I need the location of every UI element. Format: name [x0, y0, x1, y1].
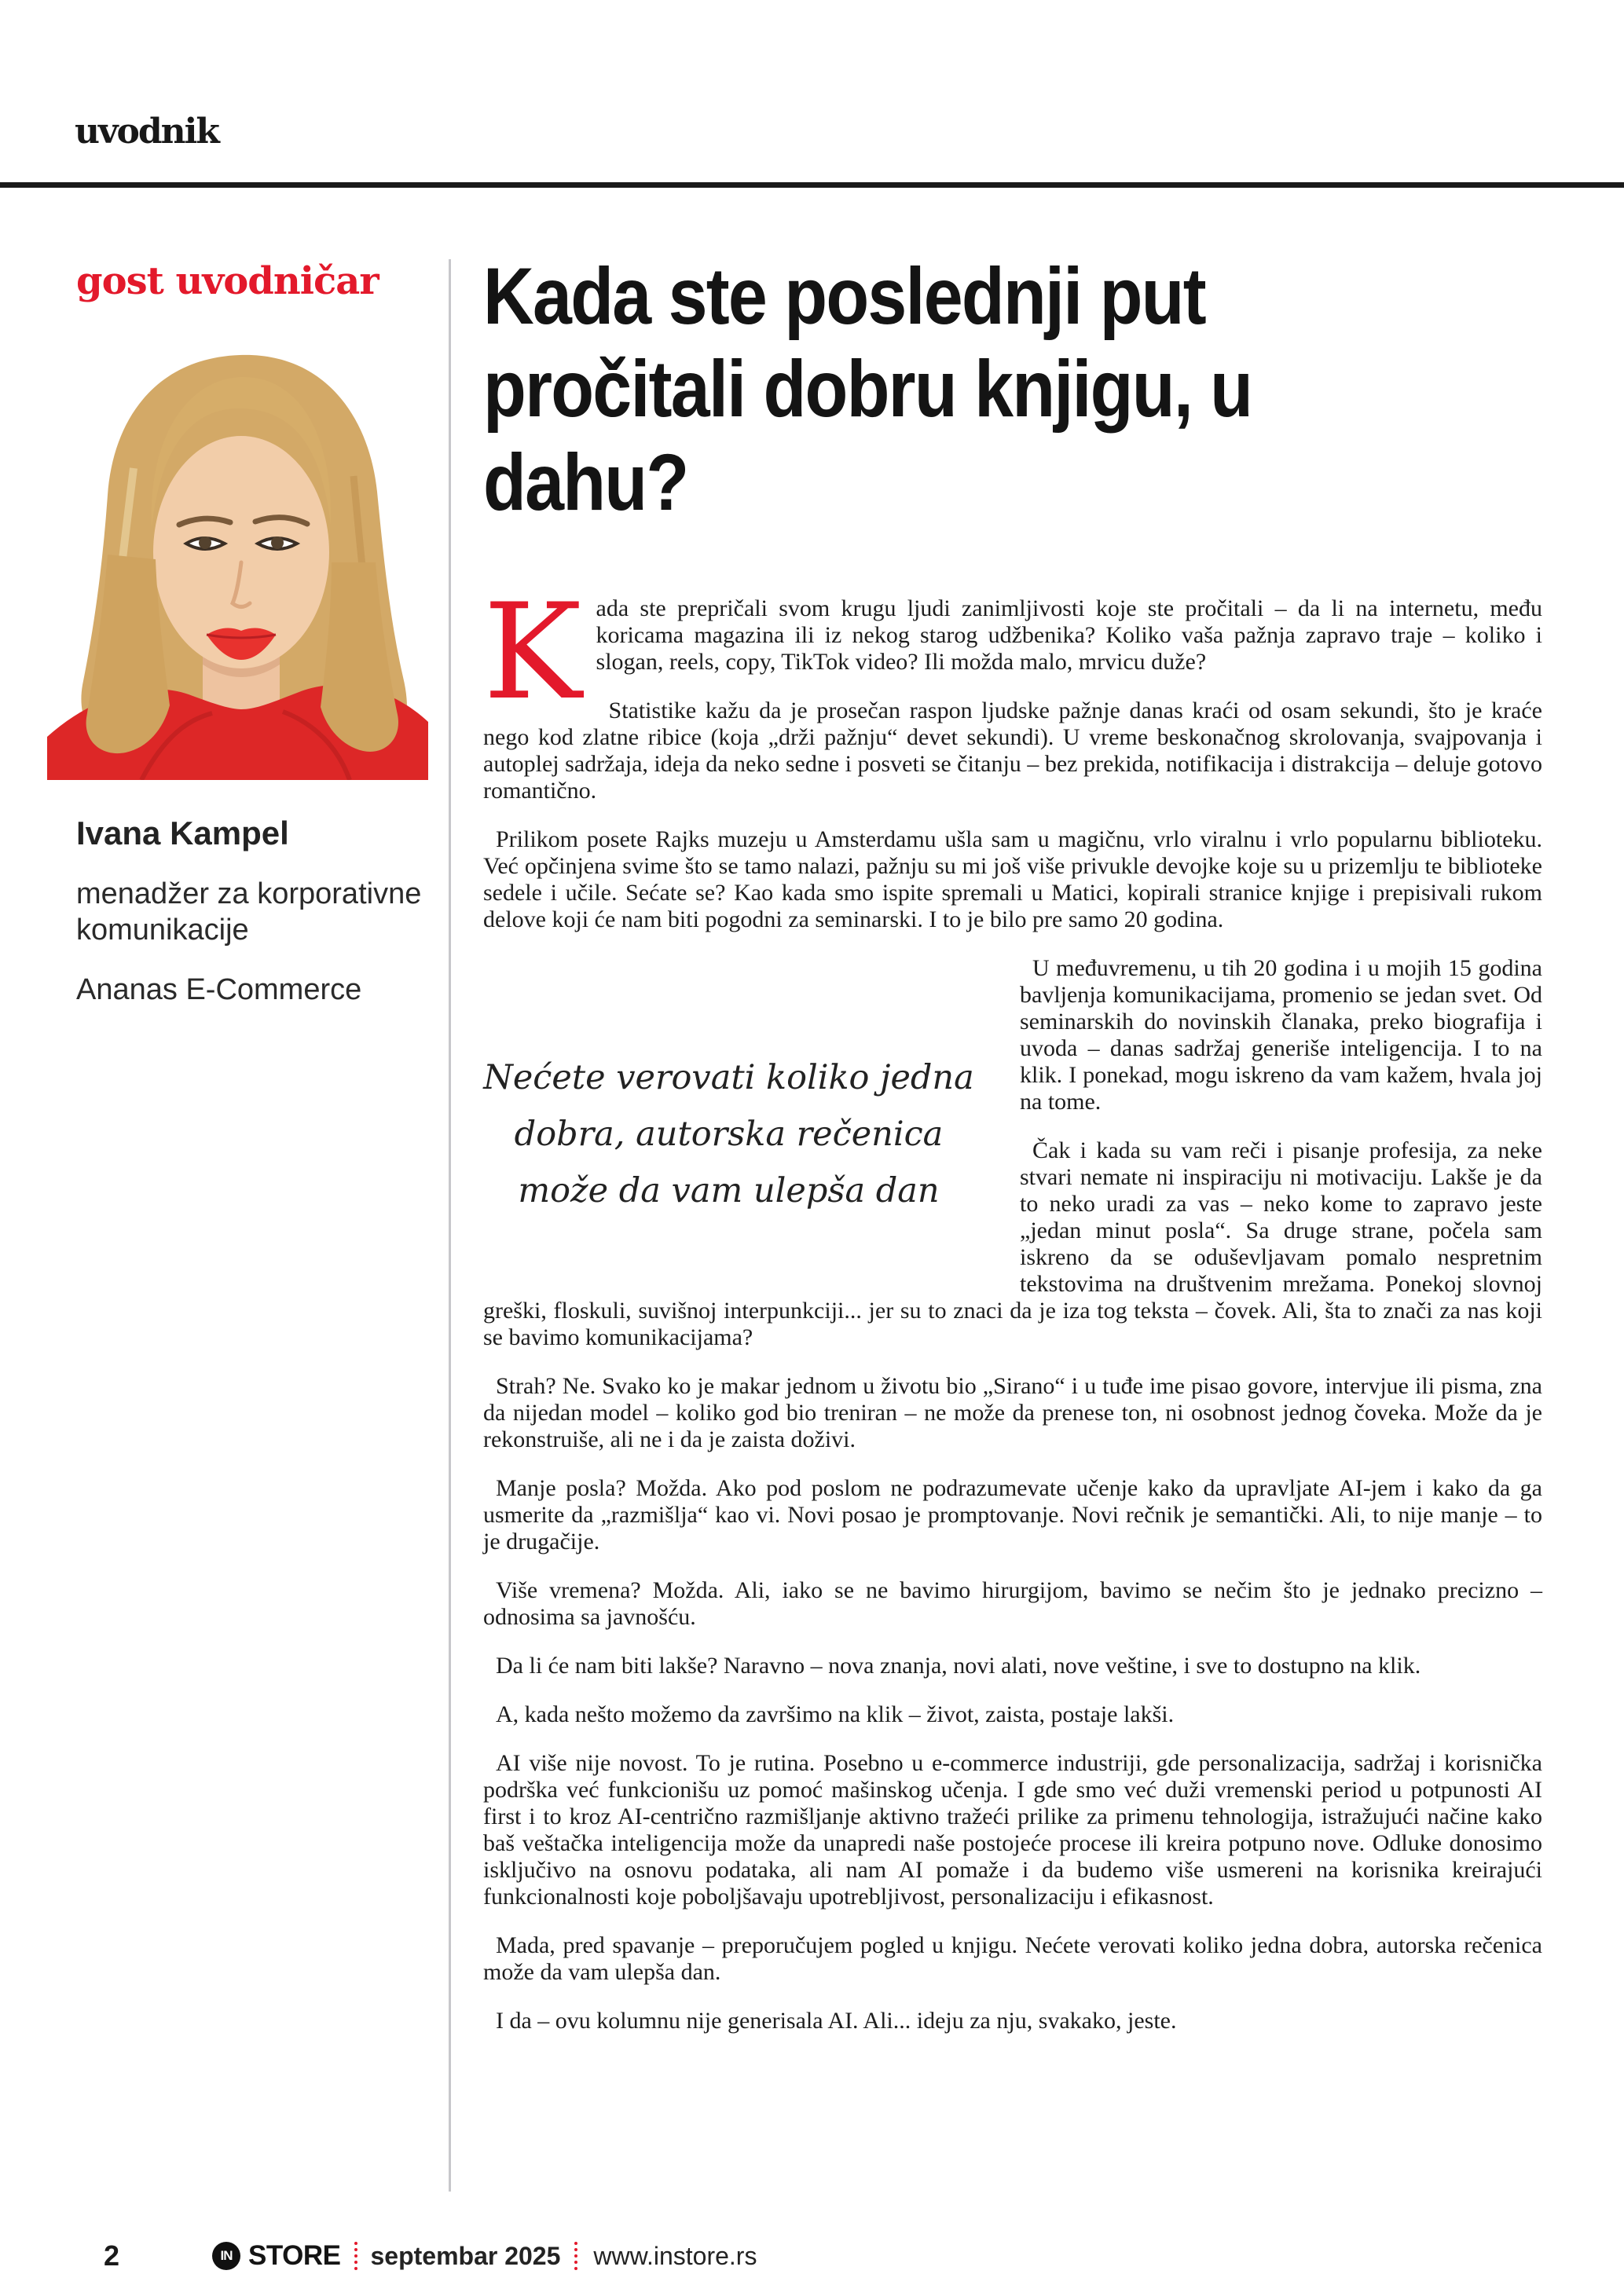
article-body: [483, 574, 1542, 2034]
author-company: Ananas E-Commerce: [76, 973, 362, 1006]
author-role: menadžer za korporativne komunikacije: [76, 877, 422, 947]
section-kicker: uvodnik: [75, 112, 218, 152]
top-rule: [0, 182, 1624, 188]
instore-logo: [212, 2240, 340, 2272]
article-paragraph: Čak i kada su vam reči i pisanje profesija, za neke stvari nemate ni inspiraciju ni motivaciju. Lakše je da to neko uradi za vas – neko kome to zapravo jeste „jedan minut posla“. Sa druge strane, počela sam iskreno da se oduševljavam pomalo nespretnim tekstovima na društvenim mrežama. Ponekoj slovnoj greški, floskuli, suvišnoj interpunkciji... jer su to znaci da je iza tog teksta – čovek. Ali, šta to znači za nas koji se bavimo komunikacijama?: [483, 1137, 1542, 1350]
instore-logo-store: STORE: [248, 2240, 341, 2271]
article-paragraph: Mada, pred spavanje – preporučujem pogled u knjigu. Nećete verovati koliko jedna dobra, autorska rečenica može da vam ulepša dan.: [483, 1932, 1542, 1985]
article-lead-paragraph: [483, 574, 1542, 729]
article: [483, 250, 1542, 2056]
article-paragraph: AI više nije novost. To je rutina. Posebno u e-commerce industriji, gde personalizacija, sadržaj i korisnička podrška već funkcionišu uz pomoć mašinskog učenja. I gde smo već duži vremenski period u potpunosti AI first i to kroz AI-centrično razmišljanje aktivno tražeći prilike za primenu tehnologija, istražujući načine kako baš veštačka inteligencija može da unapredi naše postojeće procese ili kreira potpuno nove. Odluke donosimo isključivo na osnovu podataka, ali nam AI pomaže i da budemo više usmereni na korisnika kreirajući funkcionalnosti koje poboljšavaju upotrebljivost, personalizaciju i efikasnost.: [483, 1749, 1542, 1910]
author-sidebar: [47, 259, 444, 1007]
article-paragraph: Strah? Ne. Svako ko je makar jednom u životu bio „Sirano“ i u tuđe ime pisao govore, intervjue ili pisma, zna da nijedan model – koliko god bio treniran – ne može da prenese ton, ni osobnost jednog čoveka. Može da je rekonstruiše, ali ne i da je zaista doživi.: [483, 1372, 1542, 1452]
issue-date: septembar 2025: [370, 2241, 561, 2270]
instore-logo-in-icon: IN: [212, 2242, 240, 2270]
article-paragraph: Da li će nam biti lakše? Naravno – nova znanja, novi alati, nove veštine, i sve to dostupno na klik.: [496, 1652, 1421, 1679]
author-photo: [47, 327, 428, 780]
pull-quote: Nećete verovati koliko jedna dobra, autorska rečenica može da vam ulepša dan: [483, 1057, 974, 1210]
drop-cap: K: [483, 574, 582, 729]
article-paragraph: I da – ovu kolumnu nije generisala AI. Ali... ideju za nju, svakako, jeste.: [496, 2007, 1177, 2034]
website-url: www.instore.rs: [593, 2241, 757, 2270]
author-name: Ivana Kampel: [76, 815, 289, 851]
lead-text: ada ste prepričali svom krugu ljudi zanimljivosti koje ste pročitali – da li na internetu, među koricama magazina ili iz nekog starog udžbenika? Koliko vaša pažnja zapravo traje – koliko i slogan, reels, copy, TikTok video? Ili možda malo, mrvicu duže?: [596, 595, 1542, 675]
article-paragraph: Manje posla? Možda. Ako pod poslom ne podrazumevate učenje kako da upravljate AI-jem i kako da ga usmerite da „razmišlja“ kao vi. Novi posao je promptovanje. Novi rečnik je semantički. Ali, to nije manje – to je drugačije.: [483, 1474, 1542, 1554]
dotted-separator: [354, 2242, 357, 2270]
article-title: Kada ste poslednji put pročitali dobru knjigu, u dahu?: [483, 251, 1252, 527]
column-divider: [449, 259, 451, 2192]
article-paragraph: A, kada nešto možemo da završimo na klik – život, zaista, postaje lakši.: [496, 1701, 1175, 1727]
guest-editor-label: gost uvodničar: [76, 259, 379, 303]
page-footer: [104, 2239, 757, 2273]
article-paragraph: Prilikom posete Rajks muzeju u Amsterdamu ušla sam u magičnu, vrlo viralnu i vrlo popularnu biblioteku. Već opčinjena svime što se tamo nalazi, pažnju su mi još više privukle devojke koje su u prizemlju te biblioteke sedele i učile. Sećate se? Kao kada smo ispite spremali u Matici, kopirali stranice knjige i prepisivali rukom delove koji će nam biti pogodni za seminarski. I to je bilo pre samo 20 godina.: [483, 826, 1542, 932]
article-paragraph: Statistike kažu da je prosečan raspon ljudske pažnje danas kraći od osam sekundi, što je kraće nego kod zlatne ribice (koja „drži pažnju“ devet sekundi). U vreme beskonačnog skrolovanja, svajpovanja i autoplej sadržaja, ideja da neko sedne i posveti se čitanju – bez prekida, notifikacija i distrakcija – deluje gotovo romantično.: [483, 697, 1542, 804]
article-paragraph: Više vremena? Možda. Ali, iako se ne bavimo hirurgijom, bavimo se nečim što je jednako precizno – odnosima sa javnošću.: [483, 1576, 1542, 1630]
article-paragraph: U međuvremenu, u tih 20 godina i u mojih 15 godina bavljenja komunikacijama, promenio se jedan svet. Od seminarskih do novinskih članaka, preko biografija i uvoda – danas sadržaj generiše inteligencija. I to na klik. I ponekad, mogu iskreno da vam kažem, hvala joj na tome.: [1020, 954, 1542, 1115]
dotted-separator: [574, 2242, 577, 2270]
page-number: 2: [104, 2239, 120, 2272]
